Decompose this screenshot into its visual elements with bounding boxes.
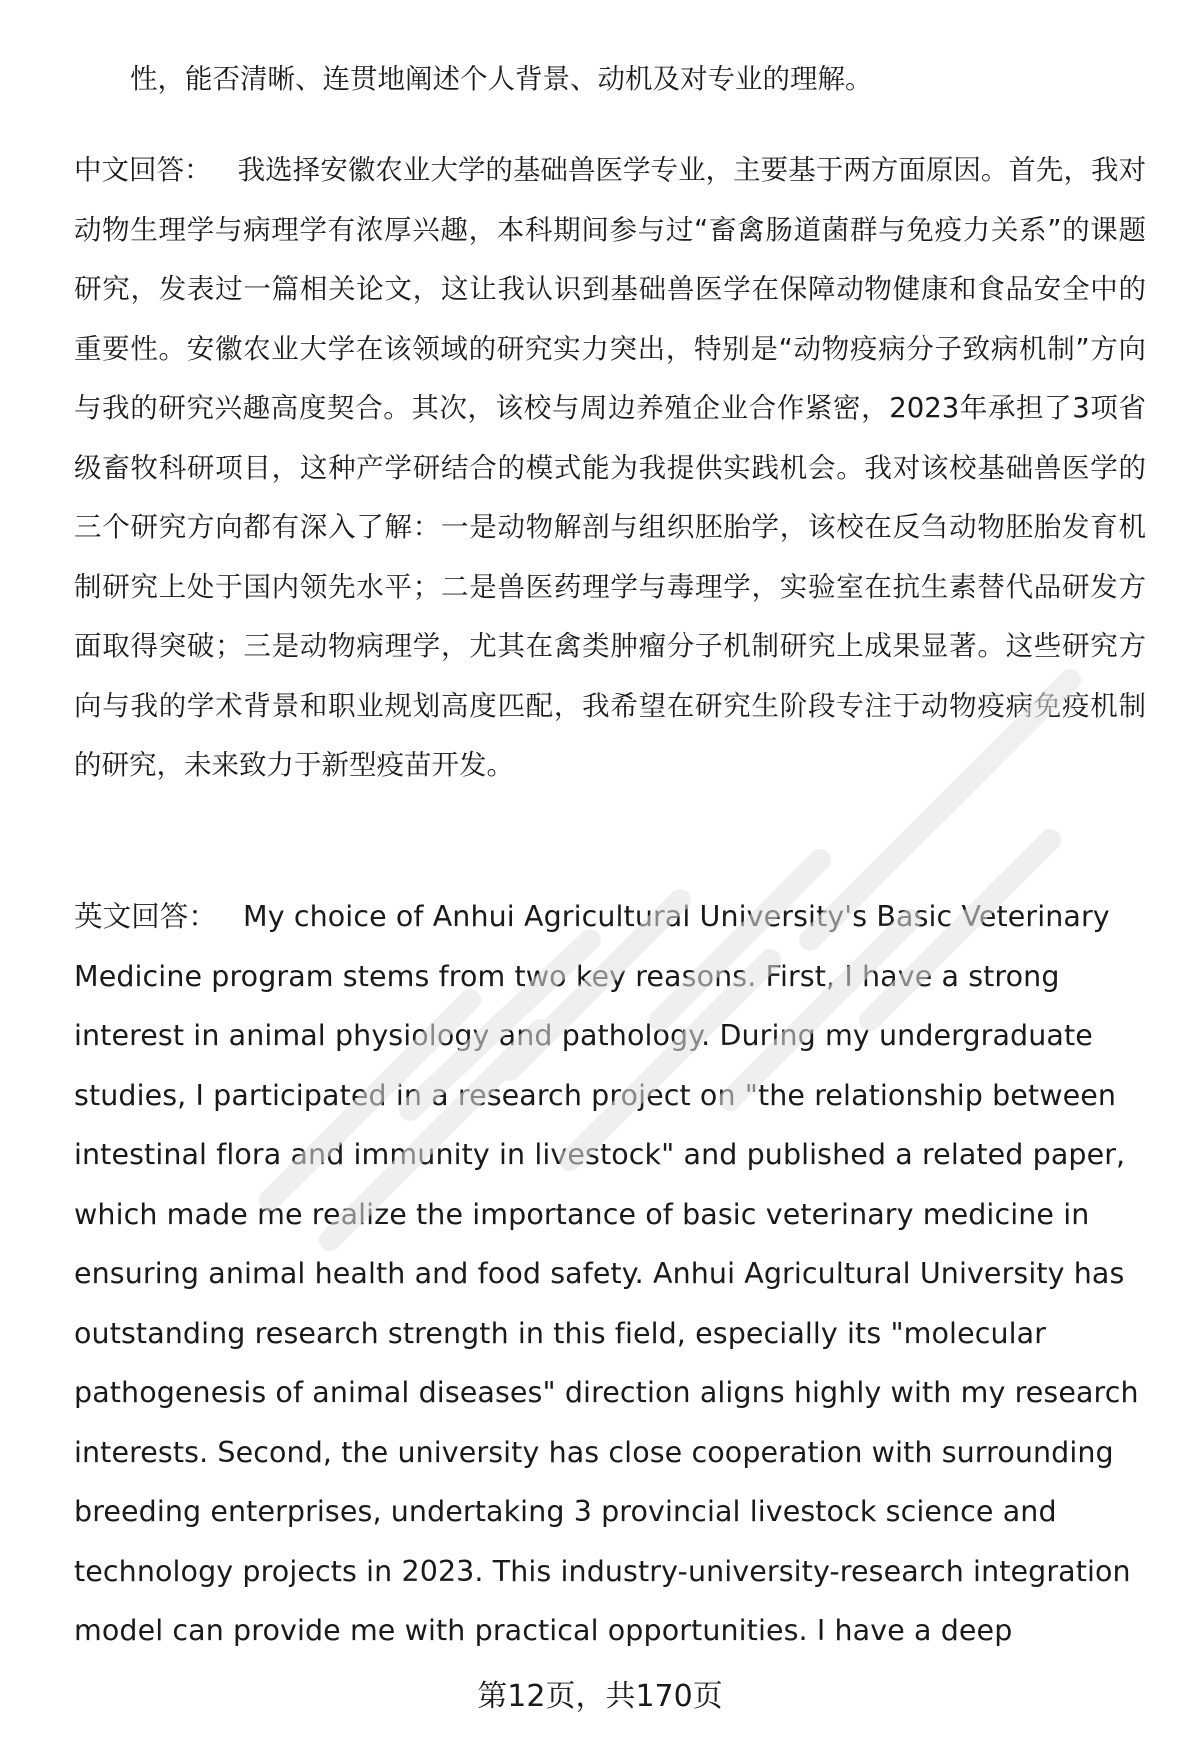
zh-answer-label: 中文回答： <box>74 154 212 186</box>
en-answer-line: studies, I participated in a research project on "the relationship between <box>74 1078 1117 1112</box>
en-answer-line: model can provide me with practical opportunities. I have a deep <box>74 1614 1013 1647</box>
en-answer-line: technology projects in 2023. This industry-university-research integration <box>74 1554 1131 1588</box>
en-answer-label: 英文回答： <box>74 900 218 933</box>
en-answer-line: intestinal flora and immunity in livestock" and published a related paper, <box>74 1138 1126 1171</box>
en-answer-line: ensuring animal health and food safety. Anhui Agricultural University has <box>74 1257 1125 1290</box>
zh-answer-text: 我选择安徽农业大学的基础兽医学专业，主要基于两方面原因。首先，我对动物生理学与病理学有浓厚兴趣，本科期间参与过“畜禽肠道菌群与免疫力关系”的课题研究，发表过一篇相关论文，这让我认识到基础兽医学在保障动物健康和食品安全中的重要性。安徽农业大学在该领域的研究实力突出，特别是“动物疫病分子致病机制”方向与我的研究兴趣高度契合。其次，该校与周边养殖企业合作紧密，2023年承担了3项省级畜牧科研项目，这种产学研结合的模式能为我提供实践机会。我对该校基础兽医学的三个研究方向都有深入了解：一是动物解剖与组织胚胎学，该校在反刍动物胚胎发育机制研究上处于国内领先水平；二是兽医药理学与毒理学，实验室在抗生素替代品研发方面取得突破；三是动物病理学，尤其在禽类肿瘤分子机制研究上成果显著。这些研究方向与我的学术背景和职业规划高度匹配，我希望在研究生阶段专注于动物疫病免疫机制的研究，未来致力于新型疫苗开发。 <box>74 154 1147 781</box>
en-answer-paragraph <box>74 887 1146 1661</box>
en-answer-line: interest in animal physiology and pathology. During my undergraduate <box>74 1019 1093 1052</box>
en-answer-line: which made me realize the importance of basic veterinary medicine in <box>74 1197 1090 1231</box>
en-answer-line: breeding enterprises, undertaking 3 provincial livestock science and <box>74 1495 1057 1528</box>
en-answer-line: interests. Second, the university has close cooperation with surrounding <box>74 1435 1114 1469</box>
page-number-footer: 第12页，共170页 <box>477 1679 723 1714</box>
zh-answer-paragraph <box>74 141 1146 796</box>
lead-line: 性，能否清晰、连贯地阐述个人背景、动机及对专业的理解。 <box>130 63 873 95</box>
en-answer-line: pathogenesis of animal diseases" direction aligns highly with my research <box>74 1376 1139 1409</box>
en-answer-line: 英文回答： My choice of Anhui Agricultural University's Basic Veterinary <box>74 900 1110 933</box>
en-answer-line: outstanding research strength in this field, especially its "molecular <box>74 1316 1047 1350</box>
en-answer-line: Medicine program stems from two key reasons. First, I have a strong <box>74 959 1060 993</box>
